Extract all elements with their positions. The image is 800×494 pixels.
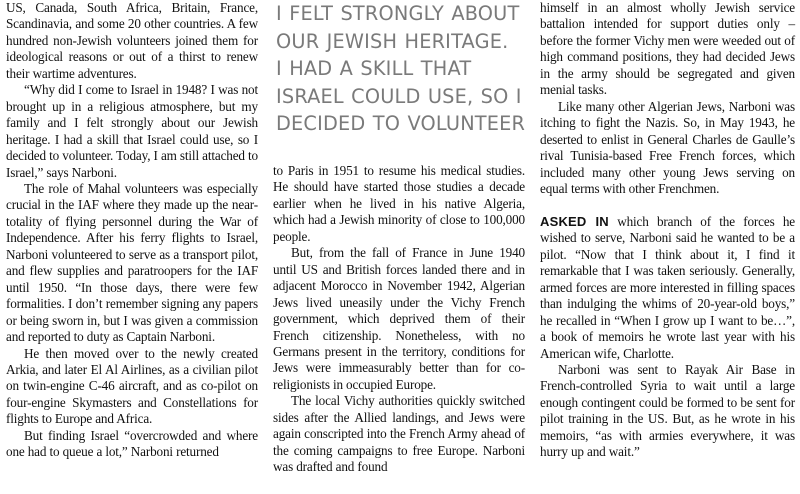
paragraph: The role of Mahal volunteers was especially crucial in the IAF where they made up the near-totality of flying personnel during the War of Independence. After his ferry flights to Israel, Narboni volunteered to serve as a transport pilot, and flew supplies and paratroopers for the IAF until 1950. “In those days, there were few formalities. I don’t remember signing any papers or being sworn in, but I was given a commission and reported to duty as Captain Narboni. — [6, 180, 258, 345]
paragraph: But finding Israel “overcrowded and where one had to queue a lot,” Narboni returned — [6, 427, 258, 460]
paragraph: US, Canada, South Africa, Britain, France, Scandinavia, and some 20 other countries. A few hundred non-Jewish volunteers joined them for ideological reasons or out of a thirst to renew their wartime adventures. — [6, 0, 258, 81]
article-column-2 — [273, 163, 525, 476]
section-lead-in: ASKED IN — [540, 213, 609, 229]
pull-quote — [276, 0, 526, 138]
pull-quote-line: ISRAEL COULD USE, SO I — [276, 84, 522, 108]
paragraph: The local Vichy authorities quickly switched sides after the Allied landings, and Jews were again conscripted into the French Army ahead of the coming campaigns to free Europe. Narboni was drafted and found — [273, 393, 525, 475]
section-lead-text: which branch of the forces he wished to serve, Narboni said he wanted to be a pilot. “Now that I think about it, I find it remarkable that I was taken seriously. Generally, armed forces are more interested in filling spaces than indulging the whims of 20-year-old boys,” he recalled in “When I grow up I want to be…”, a book of memoirs he wrote last year with his American wife, Charlotte. — [540, 213, 796, 361]
paragraph: Narboni was sent to Rayak Air Base in French-controlled Syria to wait until a large enough contingent could be formed to be sent for pilot training in the US. But, as he wrote in his memoirs, “as with armies everywhere, it was hurry up and wait.” — [540, 361, 795, 460]
article-column-3 — [540, 0, 795, 461]
paragraph: He then moved over to the newly created Arkia, and later El Al Airlines, as a civilian pilot on twin-engine C-46 aircraft, and as co-pilot on four-engine Skymasters and Constellations for flights to Europe and Africa. — [6, 345, 258, 427]
section-gap — [540, 197, 795, 213]
pull-quote-line: I HAD A SKILL THAT — [276, 57, 472, 81]
paragraph: to Paris in 1951 to resume his medical studies. He should have started those studies a decade earlier when he lived in his native Algeria, which had a Jewish minority of close to 100,000 people. — [273, 163, 525, 244]
paragraph: Like many other Algerian Jews, Narboni was itching to fight the Nazis. So, in May 1943, he deserted to enlist in General Charles de Gaulle’s rival Tunisia-based Free French forces, which included many other young Jews serving on equal terms with other Frenchmen. — [540, 98, 795, 196]
article-column-1 — [6, 0, 258, 461]
paragraph: “Why did I come to Israel in 1948? I was not brought up in a religious atmosphere, but my family and I felt strongly about our Jewish heritage. I had a skill that Israel could use, so I decided to volunteer. Today, I am still attached to Israel,” says Narboni. — [6, 82, 258, 180]
pull-quote-line: I FELT STRONGLY ABOUT — [276, 2, 520, 25]
pull-quote-line: OUR JEWISH HERITAGE. — [276, 29, 509, 53]
pull-quote-line: DECIDED TO VOLUNTEER — [276, 112, 526, 136]
section-lead-paragraph — [540, 214, 795, 362]
paragraph: himself in an almost wholly Jewish service battalion intended for support duties only – before the former Vichy men were weeded out of high command positions, they had decided Jews in the army should be segregated and given menial tasks. — [540, 0, 795, 98]
paragraph: But, from the fall of France in June 1940 until US and British forces landed there and in adjacent Morocco in November 1942, Algerian Jews lived uneasily under the Vichy French government, which deprived them of their French citizenship. Nonetheless, with no Germans present in the territory, conditions for Jews were immeasurably better than for co-religionists in occupied Europe. — [273, 245, 525, 392]
